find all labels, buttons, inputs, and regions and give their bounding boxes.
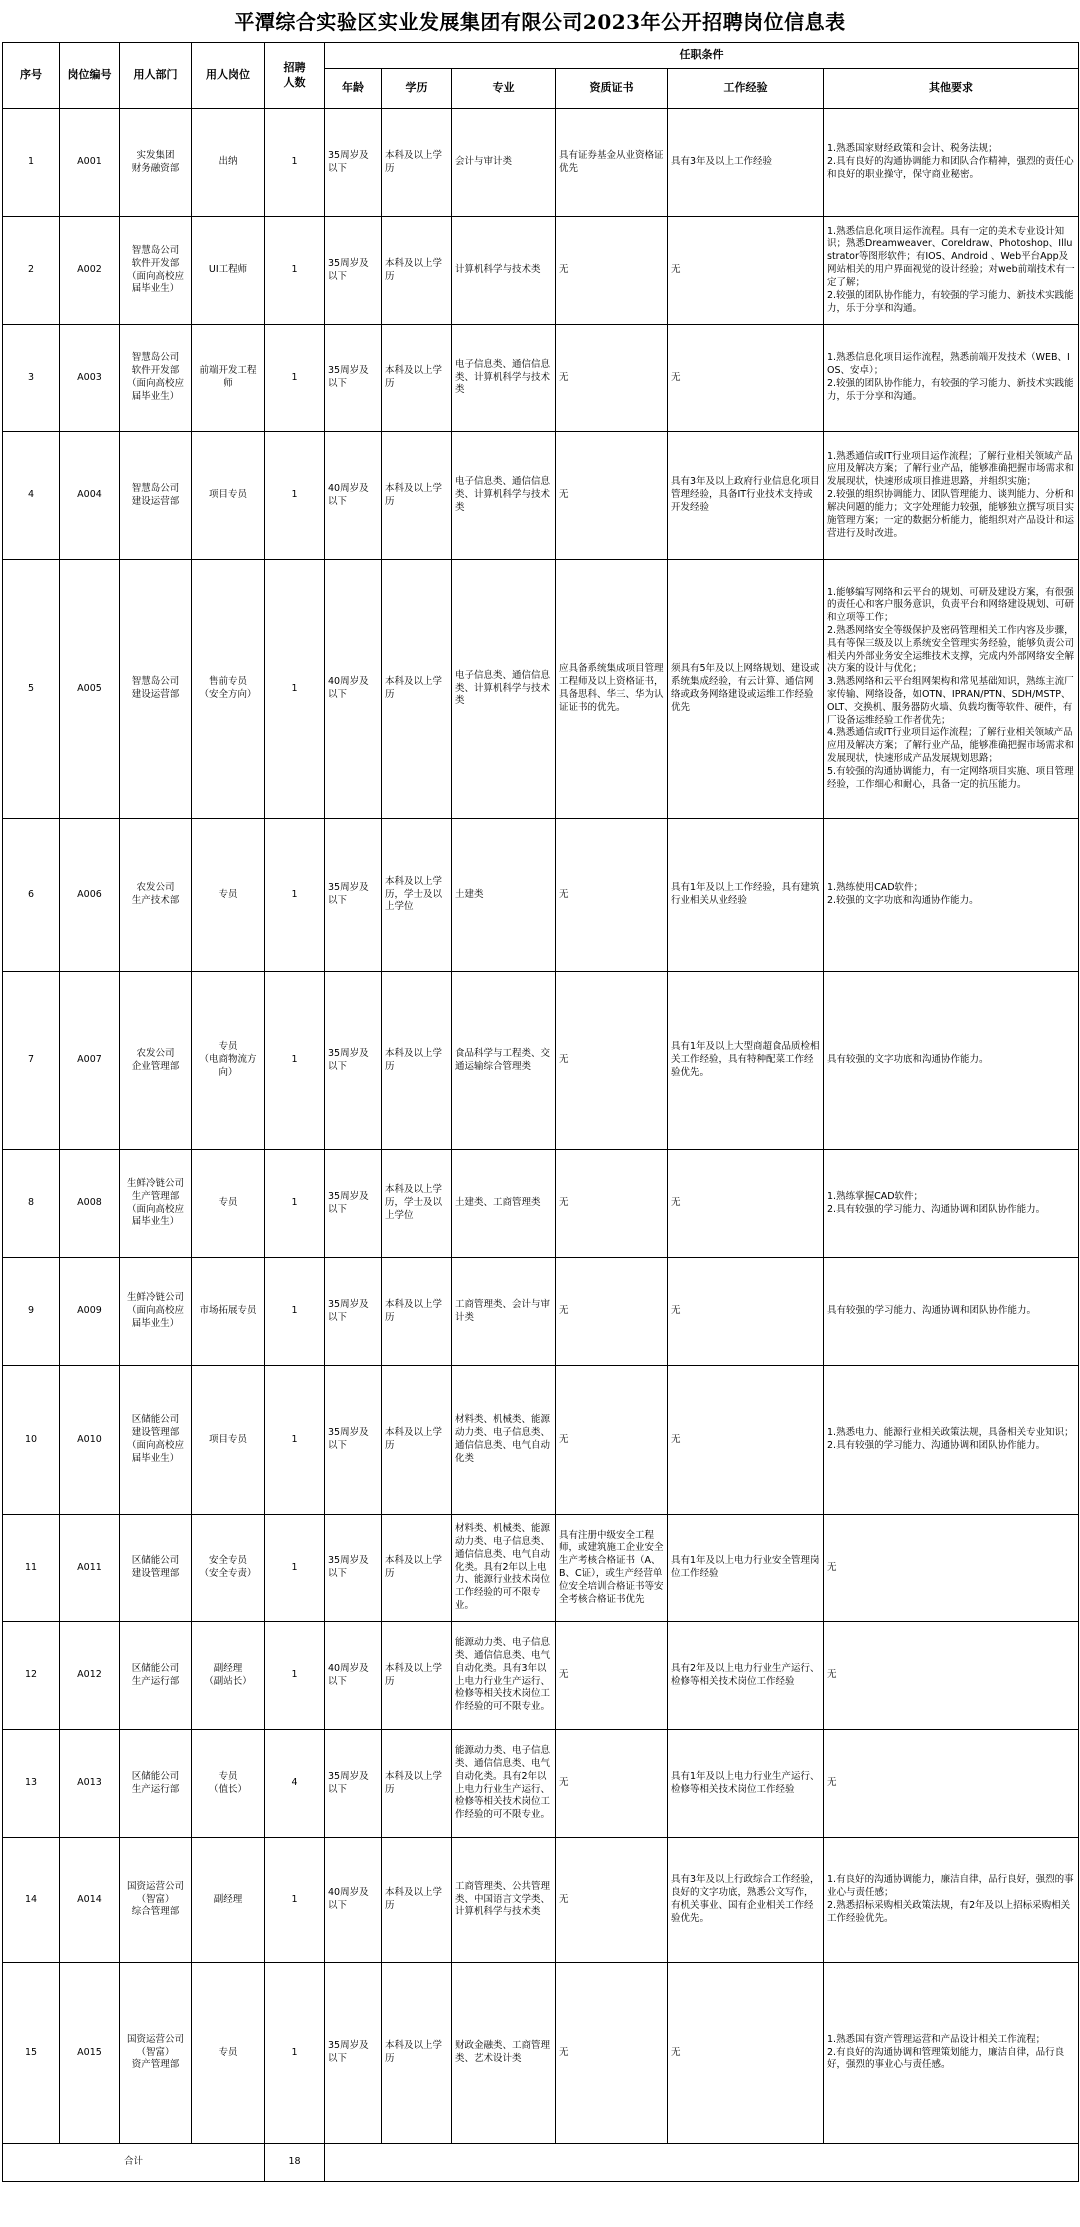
- cell-seq: 10: [3, 1366, 60, 1515]
- cell-exp: 无: [668, 1963, 824, 2144]
- cell-exp: 具有3年及以上行政综合工作经验，良好的文字功底，熟悉公文写作，有机关事业、国有企业相关工作经验优先。: [668, 1838, 824, 1963]
- cell-age: 35周岁及以下: [325, 972, 382, 1150]
- cell-code: A007: [60, 972, 120, 1150]
- table-row: [3, 819, 1079, 972]
- cell-cert: 无: [556, 1730, 668, 1838]
- cell-count: 1: [265, 432, 325, 560]
- cell-age: 35周岁及以下: [325, 1515, 382, 1622]
- cell-other: 具有较强的学习能力、沟通协调和团队协作能力。: [824, 1258, 1079, 1366]
- cell-dept: 生鲜冷链公司 生产管理部 （面向高校应届毕业生）: [120, 1150, 192, 1258]
- header-conditions: 任职条件: [325, 43, 1079, 69]
- cell-seq: 9: [3, 1258, 60, 1366]
- cell-count: 1: [265, 1838, 325, 1963]
- cell-major: 计算机科学与技术类: [452, 217, 556, 325]
- cell-exp: 具有1年及以上电力行业生产运行、检修等相关技术岗位工作经验: [668, 1730, 824, 1838]
- cell-code: A015: [60, 1963, 120, 2144]
- cell-post: 副经理 （副站长）: [192, 1622, 265, 1730]
- cell-age: 35周岁及以下: [325, 1366, 382, 1515]
- cell-edu: 本科及以上学历: [382, 325, 452, 432]
- header-major: 专业: [452, 69, 556, 109]
- cell-edu: 本科及以上学历: [382, 217, 452, 325]
- cell-seq: 1: [3, 109, 60, 217]
- cell-cert: 应具备系统集成项目管理工程师及以上资格证书，具备思科、华三、华为认证证书的优先。: [556, 560, 668, 819]
- cell-other: 1.熟悉国家财经政策和会计、税务法规； 2.具有良好的沟通协调能力和团队合作精神，强烈的责任心和良好的职业操守，保守商业秘密。: [824, 109, 1079, 217]
- cell-other: 无: [824, 1622, 1079, 1730]
- cell-count: 1: [265, 1366, 325, 1515]
- cell-exp: 具有1年及以上大型商超食品质检相关工作经验，具有特种配菜工作经验优先。: [668, 972, 824, 1150]
- cell-major: 能源动力类、电子信息类、通信信息类、电气自动化类。具有2年以上电力行业生产运行、检修等相关技术岗位工作经验的可不限专业。: [452, 1730, 556, 1838]
- cell-post: 前端开发工程师: [192, 325, 265, 432]
- table-row: [3, 325, 1079, 432]
- cell-code: A013: [60, 1730, 120, 1838]
- cell-other: 1.熟练使用CAD软件； 2.较强的文字功底和沟通协作能力。: [824, 819, 1079, 972]
- cell-dept: 生鲜冷链公司 （面向高校应届毕业生）: [120, 1258, 192, 1366]
- cell-dept: 国资运营公司 （智富） 资产管理部: [120, 1963, 192, 2144]
- cell-post: 项目专员: [192, 432, 265, 560]
- cell-major: 电子信息类、通信信息类、计算机科学与技术类: [452, 432, 556, 560]
- header-seq: 序号: [3, 43, 60, 109]
- cell-edu: 本科及以上学历: [382, 1963, 452, 2144]
- table-body: [3, 109, 1079, 2144]
- cell-edu: 本科及以上学历: [382, 1258, 452, 1366]
- table-row: [3, 432, 1079, 560]
- cell-edu: 本科及以上学历: [382, 1515, 452, 1622]
- cell-dept: 智慧岛公司 软件开发部 （面向高校应届毕业生）: [120, 217, 192, 325]
- cell-age: 35周岁及以下: [325, 1730, 382, 1838]
- cell-other: 1.熟悉电力、能源行业相关政策法规，具备相关专业知识； 2.具有较强的学习能力、沟通协调和团队协作能力。: [824, 1366, 1079, 1515]
- cell-post: 专员 （值长）: [192, 1730, 265, 1838]
- cell-edu: 本科及以上学历: [382, 432, 452, 560]
- cell-cert: 无: [556, 1963, 668, 2144]
- cell-major: 土建类、工商管理类: [452, 1150, 556, 1258]
- cell-count: 1: [265, 109, 325, 217]
- cell-code: A009: [60, 1258, 120, 1366]
- cell-dept: 智慧岛公司 软件开发部 （面向高校应届毕业生）: [120, 325, 192, 432]
- cell-exp: 无: [668, 217, 824, 325]
- table-row: [3, 1515, 1079, 1622]
- cell-code: A001: [60, 109, 120, 217]
- cell-dept: 区储能公司 建设管理部: [120, 1515, 192, 1622]
- cell-dept: 区储能公司 生产运行部: [120, 1730, 192, 1838]
- cell-age: 40周岁及以下: [325, 432, 382, 560]
- table-row: [3, 217, 1079, 325]
- cell-post: 副经理: [192, 1838, 265, 1963]
- header-cert: 资质证书: [556, 69, 668, 109]
- cell-age: 40周岁及以下: [325, 1838, 382, 1963]
- cell-other: 1.熟悉信息化项目运作流程，熟悉前端开发技术（WEB、IOS、安卓）； 2.较强的团队协作能力，有较强的学习能力、新技术实践能力，乐于分享和沟通。: [824, 325, 1079, 432]
- cell-seq: 8: [3, 1150, 60, 1258]
- page-title: 平潭综合实验区实业发展集团有限公司2023年公开招聘岗位信息表: [234, 9, 846, 34]
- cell-age: 35周岁及以下: [325, 217, 382, 325]
- cell-seq: 3: [3, 325, 60, 432]
- table-row: [3, 1150, 1079, 1258]
- cell-count: 4: [265, 1730, 325, 1838]
- cell-count: 1: [265, 217, 325, 325]
- cell-edu: 本科及以上学历，学士及以上学位: [382, 819, 452, 972]
- cell-major: 食品科学与工程类、交通运输综合管理类: [452, 972, 556, 1150]
- cell-edu: 本科及以上学历: [382, 109, 452, 217]
- cell-major: 财政金融类、工商管理类、艺术设计类: [452, 1963, 556, 2144]
- header-count: 招聘 人数: [265, 43, 325, 109]
- cell-other: 具有较强的文字功底和沟通协作能力。: [824, 972, 1079, 1150]
- cell-count: 1: [265, 1622, 325, 1730]
- table-row: [3, 1622, 1079, 1730]
- cell-count: 1: [265, 972, 325, 1150]
- cell-age: 40周岁及以下: [325, 1622, 382, 1730]
- header-other: 其他要求: [824, 69, 1079, 109]
- cell-major: 电子信息类、通信信息类、计算机科学与技术类: [452, 325, 556, 432]
- cell-dept: 智慧岛公司 建设运营部: [120, 432, 192, 560]
- cell-cert: 无: [556, 325, 668, 432]
- cell-count: 1: [265, 1258, 325, 1366]
- cell-major: 土建类: [452, 819, 556, 972]
- cell-exp: 具有2年及以上电力行业生产运行、检修等相关技术岗位工作经验: [668, 1622, 824, 1730]
- cell-exp: 具有3年及以上政府行业信息化项目管理经验，具备IT行业技术支持或开发经验: [668, 432, 824, 560]
- table-row: [3, 1963, 1079, 2144]
- cell-seq: 11: [3, 1515, 60, 1622]
- cell-code: A010: [60, 1366, 120, 1515]
- cell-other: 无: [824, 1515, 1079, 1622]
- cell-code: A005: [60, 560, 120, 819]
- cell-edu: 本科及以上学历: [382, 1730, 452, 1838]
- header-edu: 学历: [382, 69, 452, 109]
- cell-cert: 无: [556, 819, 668, 972]
- cell-age: 35周岁及以下: [325, 819, 382, 972]
- cell-count: 1: [265, 325, 325, 432]
- cell-cert: 无: [556, 972, 668, 1150]
- cell-code: A002: [60, 217, 120, 325]
- header-dept: 用人部门: [120, 43, 192, 109]
- cell-edu: 本科及以上学历: [382, 1622, 452, 1730]
- cell-exp: 无: [668, 1366, 824, 1515]
- cell-cert: 无: [556, 1150, 668, 1258]
- cell-cert: 无: [556, 1622, 668, 1730]
- cell-edu: 本科及以上学历: [382, 1366, 452, 1515]
- header-age: 年龄: [325, 69, 382, 109]
- cell-dept: 智慧岛公司 建设运营部: [120, 560, 192, 819]
- cell-cert: 无: [556, 217, 668, 325]
- cell-count: 1: [265, 560, 325, 819]
- cell-other: 1.熟练掌握CAD软件； 2.具有较强的学习能力、沟通协调和团队协作能力。: [824, 1150, 1079, 1258]
- cell-age: 35周岁及以下: [325, 109, 382, 217]
- cell-other: 1.熟悉通信或IT行业项目运作流程；了解行业相关领域产品应用及解决方案；了解行业产品，能够准确把握市场需求和发展现状，快速形成项目推进思路，并组织实施； 2.较强的组织协调能力、团队管理能力、谈判能力、分析和解决问题的能力；文字处理能力较强，能够独立撰写项目实施管理方案；一定的数据分析能力，能组织对产品设计和运营进行及时改进。: [824, 432, 1079, 560]
- cell-seq: 7: [3, 972, 60, 1150]
- cell-post: 售前专员 （安全方向）: [192, 560, 265, 819]
- cell-major: 能源动力类、电子信息类、通信信息类、电气自动化类。具有3年以上电力行业生产运行、检修等相关技术岗位工作经验的可不限专业。: [452, 1622, 556, 1730]
- cell-edu: 本科及以上学历: [382, 560, 452, 819]
- cell-other: 1.熟悉信息化项目运作流程。具有一定的美术专业设计知识；熟悉Dreamweaver、Coreldraw、Photoshop、Illustrator等图形软件；有IOS、Android 、Web平台App及网站相关的用户界面视觉的设计经验；对web前端技术有一定了解； 2.较强的团队协作能力，有较强的学习能力、新技术实践能力，乐于分享和沟通。: [824, 217, 1079, 325]
- cell-post: 专员: [192, 1963, 265, 2144]
- total-label: 合计: [3, 2144, 265, 2182]
- cell-post: 专员: [192, 819, 265, 972]
- cell-major: 材料类、机械类、能源动力类、电子信息类、通信信息类、电气自动化类。具有2年以上电力、能源行业技术岗位工作经验的可不限专业。: [452, 1515, 556, 1622]
- cell-post: 安全专员 （安全专责）: [192, 1515, 265, 1622]
- cell-major: 材料类、机械类、能源动力类、电子信息类、通信信息类、电气自动化类: [452, 1366, 556, 1515]
- cell-seq: 5: [3, 560, 60, 819]
- cell-code: A011: [60, 1515, 120, 1622]
- cell-count: 1: [265, 1963, 325, 2144]
- cell-dept: 国资运营公司 （智富） 综合管理部: [120, 1838, 192, 1963]
- total-blank: [325, 2144, 1079, 2182]
- cell-major: 电子信息类、通信信息类、计算机科学与技术类: [452, 560, 556, 819]
- cell-other: 1.熟悉国有资产管理运营和产品设计相关工作流程； 2.有良好的沟通协调和管理策划能力，廉洁自律，品行良好，强烈的事业心与责任感。: [824, 1963, 1079, 2144]
- cell-age: 35周岁及以下: [325, 1963, 382, 2144]
- cell-post: 出纳: [192, 109, 265, 217]
- total-count: 18: [265, 2144, 325, 2182]
- recruitment-table: [2, 42, 1079, 2182]
- cell-dept: 实发集团 财务融资部: [120, 109, 192, 217]
- table-row: [3, 1366, 1079, 1515]
- cell-age: 35周岁及以下: [325, 1150, 382, 1258]
- cell-cert: 具有注册中级安全工程师，或建筑施工企业安全生产考核合格证书（A、B、C证），或生产经营单位安全培训合格证书等安全考核合格证书优先: [556, 1515, 668, 1622]
- table-row: [3, 1838, 1079, 1963]
- table-row: [3, 1730, 1079, 1838]
- cell-code: A008: [60, 1150, 120, 1258]
- cell-age: 40周岁及以下: [325, 560, 382, 819]
- cell-exp: 具有1年及以上工作经验，具有建筑行业相关从业经验: [668, 819, 824, 972]
- cell-cert: 无: [556, 1838, 668, 1963]
- table-row: [3, 972, 1079, 1150]
- cell-edu: 本科及以上学历: [382, 972, 452, 1150]
- cell-seq: 4: [3, 432, 60, 560]
- cell-seq: 6: [3, 819, 60, 972]
- cell-code: A012: [60, 1622, 120, 1730]
- cell-dept: 农发公司 企业管理部: [120, 972, 192, 1150]
- header-post: 用人岗位: [192, 43, 265, 109]
- cell-post: 市场拓展专员: [192, 1258, 265, 1366]
- cell-dept: 农发公司 生产技术部: [120, 819, 192, 972]
- cell-exp: 无: [668, 1150, 824, 1258]
- cell-count: 1: [265, 819, 325, 972]
- cell-seq: 12: [3, 1622, 60, 1730]
- cell-major: 工商管理类、公共管理类、中国语言文学类、计算机科学与技术类: [452, 1838, 556, 1963]
- cell-major: 会计与审计类: [452, 109, 556, 217]
- cell-other: 1.能够编写网络和云平台的规划、可研及建设方案，有很强的责任心和客户服务意识，负责平台和网络建设规划、可研和立项等工作； 2.熟悉网络安全等级保护及密码管理相关工作内容及步骤，具有等保三级及以上系统安全管理实务经验，能够负责公司相关内外部业务安全运维技术支撑，完成内外部网络安全解决方案的设计与优化； 3.熟悉网络和云平台组网架构和常见基础知识，熟练主流厂家传输、网络设备，如OTN、IPRAN/PTN、SDH/MSTP、OLT、交换机、服务器防火墙、负载均衡等软件、硬件，有厂设备运维经验工作者优先； 4.熟悉通信或IT行业项目运作流程；了解行业相关领域产品应用及解决方案；了解行业产品，能够准确把握市场需求和发展现状，快速形成产品发展规划思路； 5.有较强的沟通协调能力，有一定网络项目实施、项目管理经验，工作细心和耐心，具备一定的抗压能力。: [824, 560, 1079, 819]
- cell-count: 1: [265, 1150, 325, 1258]
- cell-edu: 本科及以上学历，学士及以上学位: [382, 1150, 452, 1258]
- header-code: 岗位编号: [60, 43, 120, 109]
- cell-post: 专员 （电商物流方向）: [192, 972, 265, 1150]
- cell-count: 1: [265, 1515, 325, 1622]
- header-exp: 工作经验: [668, 69, 824, 109]
- cell-exp: 无: [668, 1258, 824, 1366]
- cell-code: A014: [60, 1838, 120, 1963]
- cell-post: 专员: [192, 1150, 265, 1258]
- cell-dept: 区储能公司 建设管理部 （面向高校应届毕业生）: [120, 1366, 192, 1515]
- cell-cert: 无: [556, 432, 668, 560]
- table-row: [3, 109, 1079, 217]
- cell-post: UI工程师: [192, 217, 265, 325]
- cell-cert: 无: [556, 1258, 668, 1366]
- cell-seq: 15: [3, 1963, 60, 2144]
- cell-exp: 须具有5年及以上网络规划、建设或系统集成经验，有云计算、通信网络或政务网络建设或运维工作经验优先: [668, 560, 824, 819]
- cell-other: 无: [824, 1730, 1079, 1838]
- cell-seq: 13: [3, 1730, 60, 1838]
- cell-cert: 具有证券基金从业资格证优先: [556, 109, 668, 217]
- cell-code: A003: [60, 325, 120, 432]
- cell-other: 1.有良好的沟通协调能力，廉洁自律，品行良好，强烈的事业心与责任感； 2.熟悉招标采购相关政策法规，有2年及以上招标采购相关工作经验优先。: [824, 1838, 1079, 1963]
- cell-age: 35周岁及以下: [325, 325, 382, 432]
- cell-age: 35周岁及以下: [325, 1258, 382, 1366]
- cell-exp: 无: [668, 325, 824, 432]
- cell-major: 工商管理类、会计与审计类: [452, 1258, 556, 1366]
- cell-edu: 本科及以上学历: [382, 1838, 452, 1963]
- table-row: [3, 560, 1079, 819]
- cell-exp: 具有3年及以上工作经验: [668, 109, 824, 217]
- cell-dept: 区储能公司 生产运行部: [120, 1622, 192, 1730]
- table-row: [3, 1258, 1079, 1366]
- cell-post: 项目专员: [192, 1366, 265, 1515]
- cell-seq: 2: [3, 217, 60, 325]
- cell-code: A004: [60, 432, 120, 560]
- cell-cert: 无: [556, 1366, 668, 1515]
- cell-exp: 具有1年及以上电力行业安全管理岗位工作经验: [668, 1515, 824, 1622]
- cell-code: A006: [60, 819, 120, 972]
- cell-seq: 14: [3, 1838, 60, 1963]
